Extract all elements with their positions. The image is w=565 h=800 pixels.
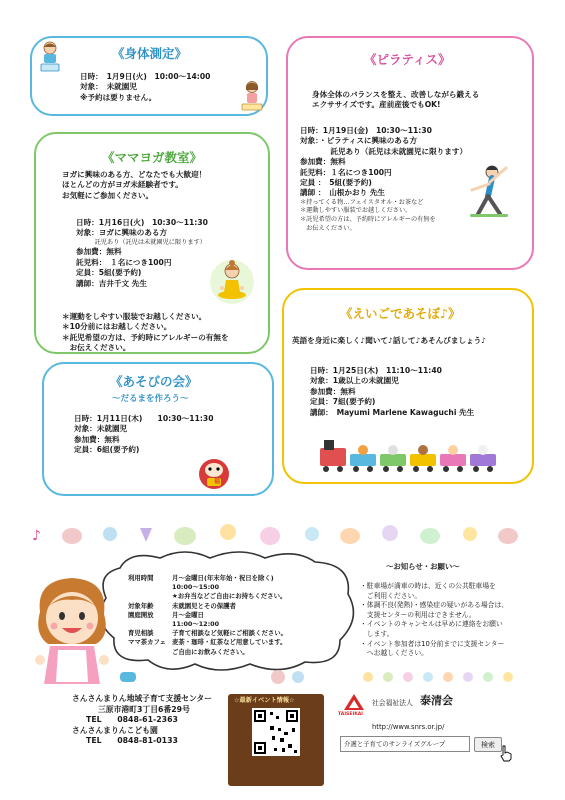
- pilates-note: ＊運動しやすい服装でお越しください。: [300, 207, 412, 215]
- asobi-line: 対象：未就園児: [74, 424, 128, 434]
- mamayoga-line: 参加費：無料: [76, 247, 122, 257]
- info-label: 利用時間: [128, 574, 154, 582]
- mamayoga-note: ＊運動をしやすい服装でお越しください。: [62, 312, 207, 321]
- pilates-intro: [312, 90, 479, 111]
- notice-item: ・駐車場が満車の時は、近くの公共駐車場を: [360, 582, 496, 590]
- info-value: 月～金曜日(年末年始・祝日を除く): [172, 574, 274, 582]
- eigo-title: 《えいごであそぼ♪》: [340, 306, 461, 321]
- mamayoga-intro: [62, 170, 206, 201]
- info-row: [128, 602, 287, 611]
- pilates-line: 託児あり（託児は未就園児に限ります）: [300, 146, 468, 156]
- eigo-line: 日時：1月25日(木) 11:10～11:40: [310, 366, 442, 375]
- info-row: [128, 611, 287, 620]
- info-label: 園庭開放: [128, 610, 154, 619]
- mamayoga-details: [76, 218, 208, 289]
- shintai-line: ※予約は要りません。: [80, 92, 157, 102]
- info-value: 麦茶・珈琲・紅茶など用意しています。: [172, 638, 287, 647]
- asobi-line: 日時：1月11日(木) 10:30～11:30: [74, 414, 214, 423]
- info-value: 未就園児とその保護者: [172, 601, 236, 610]
- info-value: ★お弁当などご自由にお持ちください。: [172, 592, 287, 601]
- info-table: [128, 574, 287, 657]
- eigo-line: 参加費：無料: [310, 386, 356, 396]
- center-name: さんさんまりん地域子育て支援センター: [72, 694, 213, 703]
- notice-item: ・体調不良(発熱)・感染症の疑いがある場合は、: [360, 601, 509, 610]
- info-label: 対象年齢: [128, 601, 154, 610]
- center-tel: TEL 0848-61-2363: [86, 715, 178, 725]
- mamayoga-line: 対象：ヨガに興味のある方: [76, 228, 168, 238]
- asobi-title: 《あそびの会》: [110, 374, 198, 389]
- corp-prefix: 社会福祉法人: [372, 699, 413, 707]
- mamayoga-line: 講師：吉井千文 先生: [76, 278, 147, 288]
- pilates-woman-icon: [462, 162, 510, 218]
- mamayoga-note: ＊託児希望の方は、予約時にアレルギーの有無を: [62, 332, 229, 342]
- decor-animal-row-icon: [30, 518, 535, 552]
- pilates-note: ＊持ってくる物…フェイスタオル・お茶など: [300, 198, 424, 206]
- daruma-label: 福: [214, 478, 221, 485]
- pilates-intro-line: エクササイズです。産前産後でもOK!: [312, 100, 441, 110]
- info-row: [128, 648, 287, 657]
- asobi-subtitle: ～だるまを作ろう～: [112, 394, 189, 404]
- cursor-hand-icon: [498, 744, 514, 762]
- info-label: 育児相談: [128, 629, 154, 638]
- kodomoen-tel: TEL 0848-81-0133: [86, 736, 178, 746]
- pilates-details: [300, 126, 467, 233]
- pilates-line: 講師 ： 山根かおり 先生: [300, 188, 386, 198]
- pilates-title: 《ピラティス》: [364, 52, 451, 67]
- mamayoga-line: 日時：1月16日(火) 10:30～11:30: [76, 218, 208, 227]
- corp-url[interactable]: http://www.snrs.or.jp/: [372, 723, 445, 731]
- mamayoga-line: 託児料： １名につき100円: [76, 257, 172, 267]
- mamayoga-title: 《ママヨガ教室》: [102, 150, 203, 165]
- svg-text:♪: ♪: [32, 528, 41, 544]
- mamayoga-intro-line: お気軽にご参加ください。: [62, 190, 154, 200]
- info-value: ご自由にお飲みください。: [172, 647, 249, 656]
- eigo-details: [310, 366, 474, 418]
- eigo-line: 定員：7組(要予約): [310, 397, 376, 407]
- notice-item: ・イベントのキャンセルは早めに連絡をお願い: [360, 620, 503, 629]
- info-value: 11:00～12:00: [172, 620, 220, 629]
- pilates-intro-line: 身体全体のバランスを整え、改善しながら鍛える: [312, 90, 480, 99]
- shintai-line: 対象： 未就園児: [80, 82, 137, 92]
- mamayoga-intro-line: ヨガに興味のある方、どなたでも大歓迎！: [62, 170, 207, 179]
- scale-child-icon: [38, 40, 62, 74]
- logo-text: TAISEIKAI: [338, 712, 364, 717]
- shintai-details: [80, 72, 210, 103]
- pilates-line: 託児料：１名につき100円: [300, 167, 392, 177]
- notice-list: [360, 582, 508, 659]
- animal-train-icon: [316, 438, 516, 476]
- pilates-note: お伝えください。: [300, 224, 356, 232]
- eigo-line: 対象：1歳以上の未就園児: [310, 376, 399, 386]
- scale-girl-icon: [240, 80, 264, 112]
- info-value: 月～金曜日: [172, 610, 204, 619]
- kodomoen-name: さんさんまりんこども園: [72, 725, 158, 735]
- asobi-line: 定員：6組(要予約): [74, 445, 140, 455]
- info-row: [128, 620, 287, 629]
- mamayoga-notes: [62, 312, 229, 354]
- footer-contact: [72, 694, 212, 747]
- girl-mascot-icon: [26, 572, 118, 690]
- center-address: 三原市港町3丁目6番29号: [98, 704, 190, 714]
- pilates-note: ＊託児希望の方は、予約時にアレルギーの有無を: [300, 216, 436, 224]
- mamayoga-intro-line: ほとんどの方がヨガ未経験者です。: [62, 180, 183, 190]
- notice-item: します。: [360, 629, 394, 638]
- qr-code-icon[interactable]: [252, 708, 300, 756]
- pilates-line: 対象：・ピラティスに興味のある方: [300, 136, 418, 146]
- decor-bottom-row-icon: [118, 666, 528, 688]
- search-button[interactable]: 検索: [474, 737, 502, 752]
- shintai-line: 日時： 1月9日(火) 10:00～14:00: [80, 72, 211, 81]
- asobi-line: 参加費：無料: [74, 434, 120, 444]
- pilates-line: 参加費：無料: [300, 157, 346, 167]
- corp-name: 泰清会: [420, 694, 453, 707]
- info-label: ママ茶カフェ: [128, 638, 167, 647]
- mamayoga-line: 定員：5組(要予約): [76, 268, 142, 278]
- notice-item: ご利用ください。: [360, 591, 422, 600]
- notice-title: ～お知らせ・お願い～: [386, 562, 460, 571]
- info-row: [128, 574, 287, 583]
- notice-item: ・イベント参加者は10分前までに支援センター: [360, 639, 505, 648]
- info-row: [128, 638, 287, 647]
- mamayoga-note: ＊10分前にはお越しください。: [62, 322, 172, 332]
- notice-item: へお越しください。: [360, 649, 428, 658]
- pilates-line: 日時：1月19日(金) 10:30～11:30: [300, 126, 432, 135]
- eigo-intro: 英語を身近に楽しく♪聞いて♪話して♪あそんびましょう♪: [292, 336, 487, 345]
- pilates-line: 定員 ： 5組(要予約): [300, 178, 372, 188]
- info-value: 10:00～15:00: [172, 583, 220, 592]
- notice-item: 支援センターの利用はできません。: [360, 610, 476, 619]
- eigo-line: 講師： Mayumi Marlene Kawaguchi 先生: [310, 407, 475, 417]
- mamayoga-note: お伝えください。: [62, 343, 131, 353]
- info-row: [128, 592, 287, 601]
- info-value: 子育て相談など気軽にご相談ください。: [172, 629, 288, 638]
- search-text: 介護と子育てのサンライズグループ: [344, 740, 446, 748]
- asobi-details: [74, 414, 213, 456]
- qr-label: ☆最新イベント情報☆: [234, 697, 295, 704]
- yoga-girl-icon: [208, 258, 256, 306]
- shintai-title: 《身体測定》: [112, 46, 188, 61]
- mamayoga-line: 託児あり（託児は未就園児に限ります）: [76, 238, 206, 246]
